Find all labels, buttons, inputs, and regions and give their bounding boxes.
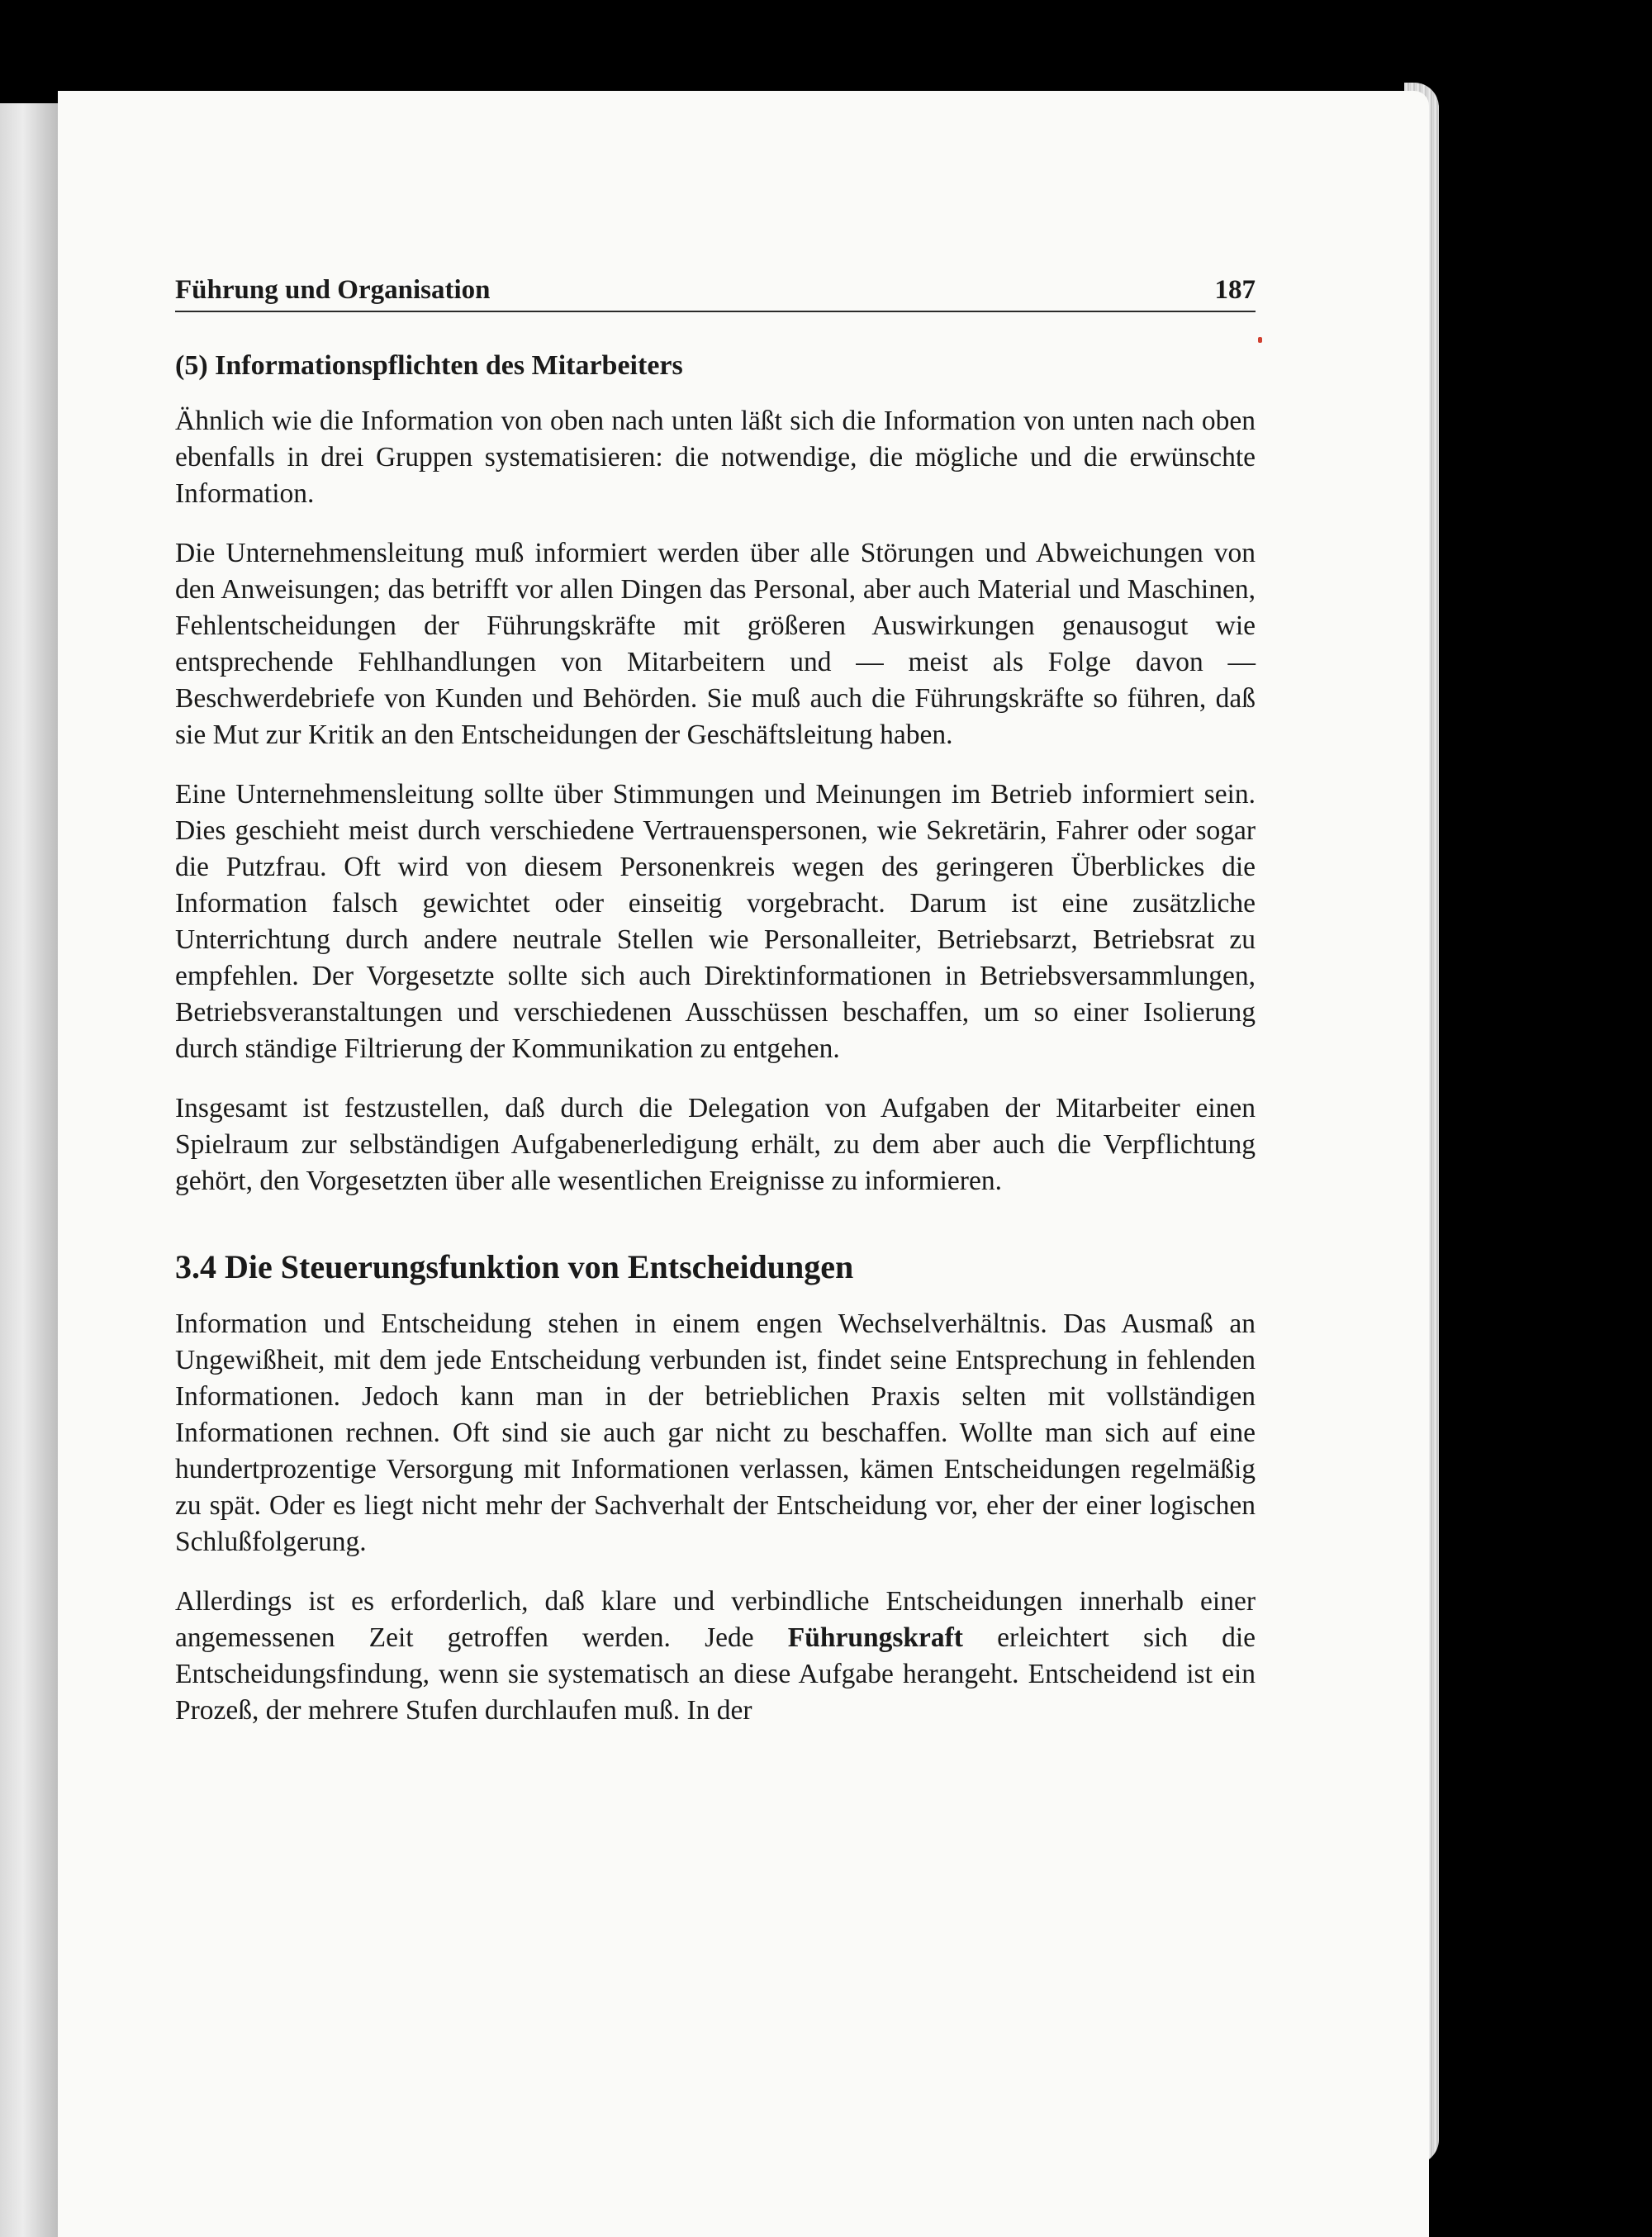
facing-page-edge [0,103,58,2237]
page-number: 187 [1214,275,1256,305]
chapter-heading-steuerungsfunktion: 3.4 Die Steuerungsfunktion von Entscheidungen [175,1248,854,1285]
paragraph-with-emphasis [175,1584,1256,1729]
paragraph-text-before: Allerdings ist es erforderlich, daß klare und verbindliche Entscheidungen innerhalb einer angemessenen Zeit getroffen werden. Jede [175,1586,1256,1653]
section-heading-informationspflichten: (5) Informationspflichten des Mitarbeiters [175,350,683,381]
paragraph: Die Unternehmensleitung muß informiert werden über alle Störungen und Abweichungen von den Anweisungen; das betrifft vor allen Dingen das Personal, aber auch Material und Maschinen, Fehlentscheidungen der Führungskräfte mit größeren Auswirkungen genausogut wie entsprechende Fehlhandlungen von Mitarbeitern und — meist als Folge davon — Beschwerdebriefe von Kunden und Behörden. Sie muß auch die Führungskräfte so führen, daß sie Mut zur Kritik an den Entscheidungen der Geschäftsleitung haben. [175,538,1256,750]
paragraph: Insgesamt ist festzustellen, daß durch die Delegation von Aufgaben der Mitarbeiter einen Spielraum zur selbständigen Aufgabenerledigung erhält, zu dem aber auch die Verpflichtung gehört, den Vorgesetzten über alle wesentlichen Ereignisse zu informieren. [175,1093,1256,1196]
ink-speck [1258,337,1262,343]
paragraph-text-after: erleichtert sich die Entscheidungsfindung, wenn sie systematisch an diese Aufgabe herangeht. Entscheidend ist ein Prozeß, der mehrere Stufen durchlaufen muß. In der [175,1622,1256,1726]
book-page [58,91,1429,2237]
emphasis-fuehrungskraft: Führungskraft [787,1622,963,1653]
paragraph: Eine Unternehmensleitung sollte über Stimmungen und Meinungen im Betrieb informiert sein. Dies geschieht meist durch verschiedene Vertrauenspersonen, wie Sekretärin, Fahrer oder sogar die Putzfrau. Oft wird von diesem Personenkreis wegen des geringeren Überblickes die Information falsch gewichtet oder einseitig vorgebracht. Darum ist eine zusätzliche Unterrichtung durch andere neutrale Stellen wie Personalleiter, Betriebsarzt, Betriebsrat zu empfehlen. Der Vorgesetzte sollte sich auch Direktinformationen in Betriebsversammlungen, Betriebsveranstaltungen und verschiedenen Ausschüssen beschaffen, um so einer Isolierung durch ständige Filtrierung der Kommunikation zu entgehen. [175,779,1256,1064]
paragraph: Ähnlich wie die Information von oben nach unten läßt sich die Information von unten nach oben ebenfalls in drei Gruppen systematisieren: die notwendige, die mögliche und die erwünschte Information. [175,406,1256,509]
page-content [175,264,1256,1752]
running-header [175,264,1256,312]
running-title: Führung und Organisation [175,275,491,305]
paragraph: Information und Entscheidung stehen in einem engen Wechselverhältnis. Das Ausmaß an Ungewißheit, mit dem jede Entscheidung verbunden ist, findet seine Entsprechung in fehlenden Informationen. Jedoch kann man in der betrieblichen Praxis selten mit vollständigen Informationen rechnen. Oft sind sie auch gar nicht zu beschaffen. Wollte man sich auf eine hundertprozentige Versorgung mit Informationen verlassen, kämen Entscheidungen regelmäßig zu spät. Oder es liegt nicht mehr der Sachverhalt der Entscheidung vor, eher der einer logischen Schlußfolgerung. [175,1308,1256,1557]
